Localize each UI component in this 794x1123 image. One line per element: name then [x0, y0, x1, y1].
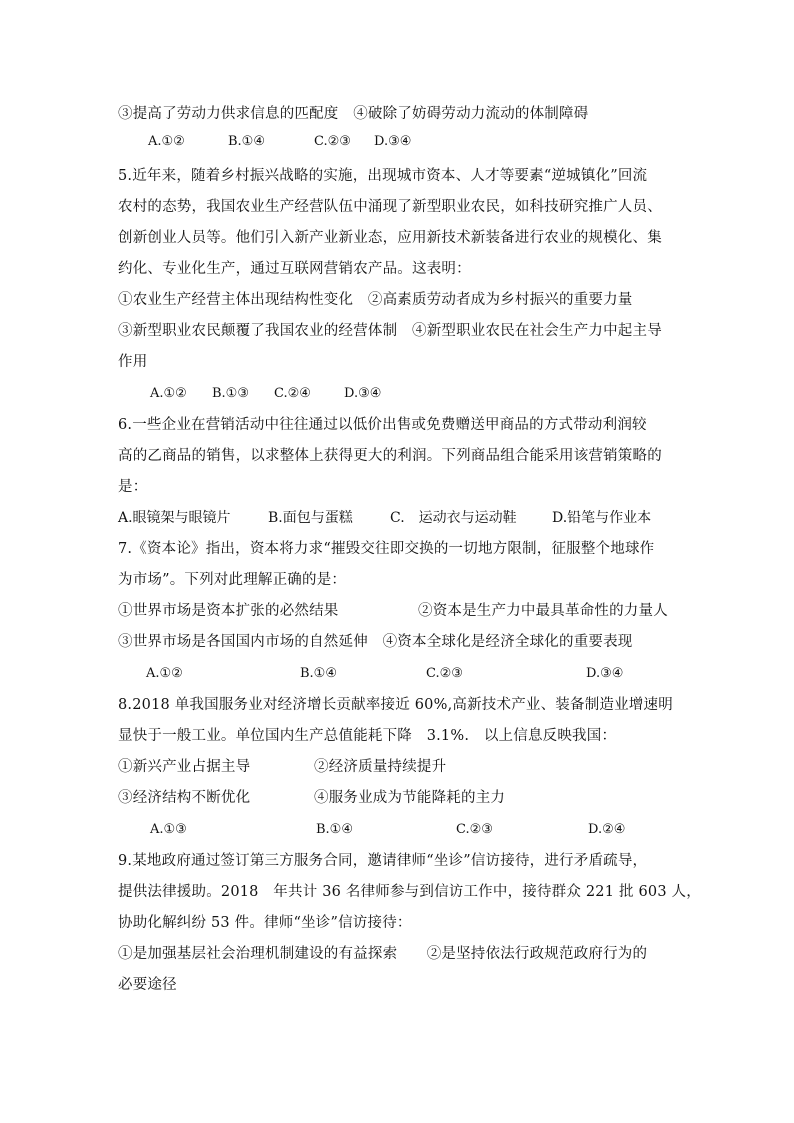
q7-option-a[interactable]: A.①② — [146, 666, 183, 681]
q5-stem-line: 农村的态势，我国农业生产经营队伍中涌现了新型职业农民，如科技研究推广人员、 — [118, 199, 662, 215]
q9-stem-line: 协助化解纠纷 53 件。律师“坐诊”信访接待： — [118, 915, 412, 931]
q7-option-c[interactable]: C.②③ — [426, 666, 463, 681]
q8-option-c[interactable]: C.②③ — [456, 822, 493, 837]
q9-stem-line: 提供法律援助。2018 年共计 36 名律师参与到信访工作中，接待群众 221 批 603 人， — [118, 884, 701, 900]
q6-stem-line: 是： — [118, 479, 148, 495]
q8-option-b[interactable]: B.①④ — [316, 822, 353, 837]
q4-option-a[interactable]: A.①② — [148, 134, 185, 149]
q8-statement-1: ①新兴产业占据主导 — [118, 759, 251, 775]
q8-stem-line: 8.2018 单我国服务业对经济增长贡献率接近 60%,高新技术产业、装备制造业增速明 — [118, 697, 673, 713]
q4-option-d[interactable]: D.③④ — [374, 134, 412, 149]
q6-option-b[interactable]: B.面包与蛋糕 — [268, 510, 353, 526]
q5-stem-line: 5.近年来，随着乡村振兴战略的实施，出现城市资本、人才等要素“逆城镇化”回流 — [118, 168, 648, 184]
q4-option-c[interactable]: C.②③ — [314, 134, 351, 149]
q5-stem-line: 创新创业人员等。他们引入新产业新业态，应用新技术新装备进行农业的规模化、集 — [118, 230, 662, 246]
q7-statement-1: ①世界市场是资本扩张的必然结果 — [118, 603, 339, 619]
q8-statement-line — [118, 757, 678, 777]
q4-option-b[interactable]: B.①④ — [228, 134, 265, 149]
q9-stem-line: 9.某地政府通过签订第三方服务合同，邀请律师“坐诊”信访接待，进行矛盾疏导， — [118, 853, 648, 869]
q5-option-a[interactable]: A.①② — [150, 386, 187, 401]
q5-option-d[interactable]: D.③④ — [344, 386, 382, 401]
q5-statement-line: ③新型职业农民颠覆了我国农业的经营体制 ④新型职业农民在社会生产力中起主导 — [118, 323, 662, 339]
q5-stem-line: 约化、专业化生产，通过互联网营销农产品。这表明： — [118, 261, 471, 277]
q7-option-b[interactable]: B.①④ — [300, 666, 337, 681]
q6-option-c[interactable]: C. 运动衣与运动鞋 — [390, 510, 517, 526]
q6-option-a[interactable]: A.眼镜架与眼镜片 — [118, 510, 231, 526]
q8-stem-line: 显快于一般工业。单位国内生产总值能耗下降 3.1%. 以上信息反映我国： — [118, 728, 617, 744]
q7-statement-line: ③世界市场是各国国内市场的自然延伸 ④资本全球化是经济全球化的重要表现 — [118, 634, 633, 650]
q5-statement-line: 作用 — [118, 354, 148, 370]
q7-statement-2: ②资本是生产力中最具革命性的力量人 — [418, 603, 668, 619]
q6-stem-line: 高的乙商品的销售，以求整体上获得更大的利润。下列商品组合能采用该营销策略的 — [118, 448, 662, 464]
q7-stem-line: 7.《资本论》指出，资本将力求“摧毁交往即交换的一切地方限制，征服整个地球作 — [118, 541, 655, 557]
q4-statement-line: ③提高了劳动力供求信息的匹配度 ④破除了妨碍劳动力流动的体制障碍 — [118, 106, 589, 122]
q7-option-d[interactable]: D.③④ — [586, 666, 624, 681]
q5-statement-line: ①农业生产经营主体出现结构性变化 ②高素质劳动者成为乡村振兴的重要力量 — [118, 292, 633, 308]
q5-option-b[interactable]: B.①③ — [212, 386, 249, 401]
q6-option-d[interactable]: D.铅笔与作业本 — [552, 510, 652, 526]
q8-statement-line — [118, 788, 678, 808]
q7-statement-line — [118, 601, 678, 621]
q9-statement-line: ①是加强基层社会治理机制建设的有益探索 ②是坚持依法行政规范政府行为的 — [118, 946, 648, 962]
q8-statement-4: ④服务业成为节能降耗的主力 — [314, 790, 506, 806]
q8-option-a[interactable]: A.①③ — [150, 822, 187, 837]
q8-statement-2: ②经济质量持续提升 — [314, 759, 447, 775]
q6-stem-line: 6.一些企业在营销活动中往往通过以低价出售或免费赠送甲商品的方式带动利润较 — [118, 417, 647, 433]
q9-statement-line: 必要途径 — [118, 977, 177, 993]
q5-option-c[interactable]: C.②④ — [274, 386, 311, 401]
q8-option-d[interactable]: D.②④ — [588, 822, 626, 837]
q7-stem-line: 为市场”。下列对此理解正确的是： — [118, 572, 347, 588]
q8-statement-3: ③经济结构不断优化 — [118, 790, 251, 806]
